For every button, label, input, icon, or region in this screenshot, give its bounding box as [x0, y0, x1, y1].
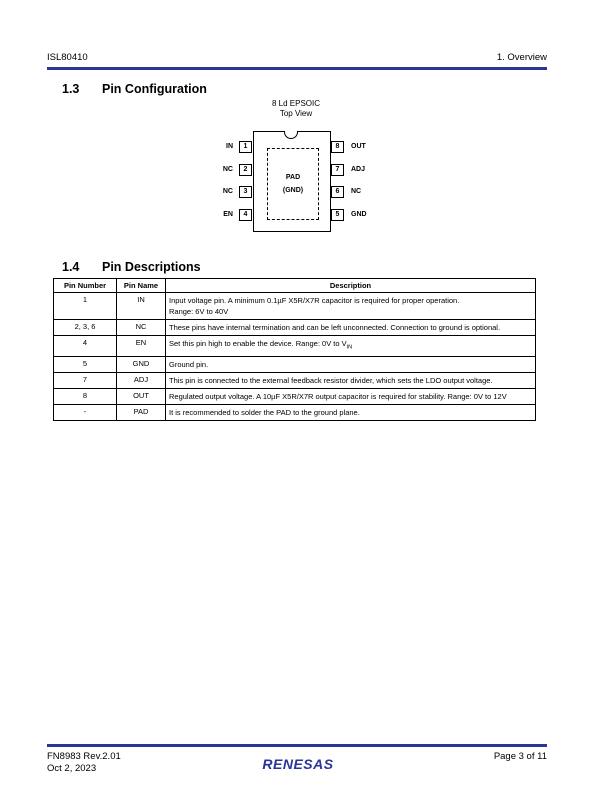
pin-number-cell: 8: [54, 388, 117, 404]
page-number: Page 3 of 11: [493, 751, 547, 762]
pin-number-cell: 1: [54, 293, 117, 320]
table-row: [54, 404, 536, 420]
pin-label-right: GND: [351, 211, 367, 218]
doc-date: Oct 2, 2023: [47, 763, 97, 774]
description-cell: Regulated output voltage. A 10µF X5R/X7R output capacitor is required for stability. Range: 0V to 12V: [166, 388, 536, 404]
pin-label-left: NC: [222, 188, 233, 195]
exposed-pad: [267, 148, 319, 220]
section-title-pin-desc: Pin Descriptions: [102, 260, 201, 274]
table-row: [54, 293, 536, 320]
pin-number-cell: 5: [54, 356, 117, 372]
pin-name-cell: EN: [117, 336, 166, 357]
description-cell: This pin is connected to the external feedback resistor divider, which sets the LDO output voltage.: [166, 372, 536, 388]
pin-label-right: OUT: [351, 143, 366, 150]
table-header-row: [54, 279, 536, 293]
pin-label-left: IN: [226, 143, 233, 150]
pin-label-left: EN: [223, 211, 233, 218]
logo-wordmark: RENESAS: [262, 756, 334, 772]
table-row: [54, 320, 536, 336]
package-name: 8 Ld EPSOIC: [271, 99, 321, 108]
pin-number-box: 6: [331, 186, 344, 198]
pin-name-cell: IN: [117, 293, 166, 320]
pin-number-box: 4: [239, 209, 252, 221]
doc-part-number: ISL80410: [47, 52, 88, 63]
section-number-pin-desc: 1.4: [62, 260, 80, 274]
pin-label-right: NC: [351, 188, 362, 195]
pin-number-cell: 2, 3, 6: [54, 320, 117, 336]
table-row: [54, 372, 536, 388]
pad-label: PAD: [285, 174, 301, 181]
pin-description-table: [53, 278, 536, 421]
description-text: Set this pin high to enable the device. Range: 0V to V: [169, 339, 347, 348]
table-row: [54, 336, 536, 357]
pin-name-cell: ADJ: [117, 372, 166, 388]
pin-number-cell: 4: [54, 336, 117, 357]
pin-number-box: 1: [239, 141, 252, 153]
description-cell: Ground pin.: [166, 356, 536, 372]
section-number-pin-config: 1.3: [62, 82, 80, 96]
pin-number-box: 8: [331, 141, 344, 153]
column-header: Description: [166, 279, 536, 293]
description-cell: [166, 293, 536, 320]
table-row: [54, 388, 536, 404]
section-title-pin-config: Pin Configuration: [102, 82, 207, 96]
renesas-logo: [248, 756, 348, 772]
pin-name-cell: GND: [117, 356, 166, 372]
doc-revision: FN8983 Rev.2.01: [47, 751, 121, 762]
pin-number-cell: -: [54, 404, 117, 420]
pin-name-cell: OUT: [117, 388, 166, 404]
column-header: Pin Name: [117, 279, 166, 293]
description-cell: These pins have internal termination and can be left unconnected. Connection to ground is optional.: [166, 320, 536, 336]
pad-sublabel: (GND): [282, 187, 304, 194]
description-range: Range: 6V to 40V: [169, 307, 229, 316]
description-text: Input voltage pin. A minimum 0.1µF X5R/X7R capacitor is required for proper operation.: [169, 296, 460, 305]
table-row: [54, 356, 536, 372]
description-cell: It is recommended to solder the PAD to the ground plane.: [166, 404, 536, 420]
column-header: Pin Number: [54, 279, 117, 293]
doc-section-title: 1. Overview: [496, 52, 547, 63]
pin-number-cell: 7: [54, 372, 117, 388]
pin-number-box: 7: [331, 164, 344, 176]
pin-name-cell: PAD: [117, 404, 166, 420]
header-rule: [47, 67, 547, 70]
pin-number-box: 3: [239, 186, 252, 198]
pin-name-cell: NC: [117, 320, 166, 336]
description-cell: [166, 336, 536, 357]
pin-number-box: 5: [331, 209, 344, 221]
subscript: IN: [346, 344, 353, 351]
package-view: Top View: [279, 109, 313, 118]
pin-label-left: NC: [222, 166, 233, 173]
pin-label-right: ADJ: [351, 166, 366, 173]
footer-rule: [47, 744, 547, 747]
pin-number-box: 2: [239, 164, 252, 176]
